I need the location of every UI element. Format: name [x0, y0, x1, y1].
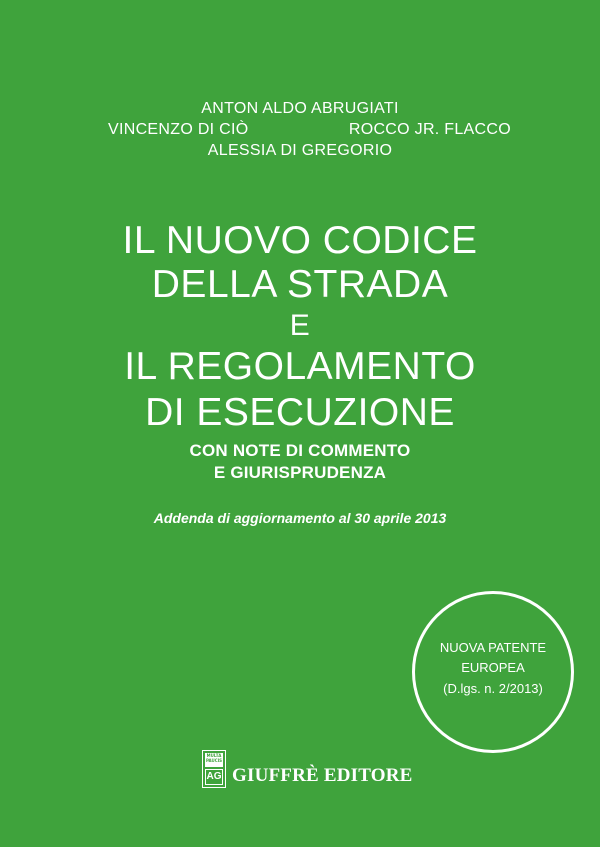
logo-motto: MULTA PAUCIS — [205, 753, 223, 767]
badge-line: (D.lgs. n. 2/2013) — [443, 681, 543, 696]
addenda-note: Addenda di aggiornamento al 30 aprile 2013 — [153, 510, 447, 526]
title-line: IL REGOLAMENTO — [124, 345, 476, 388]
circle-badge — [412, 591, 574, 753]
title-line: DELLA STRADA — [151, 263, 449, 306]
author-name: VINCENZO DI CIÒ — [108, 121, 249, 138]
logo-initials: AG — [205, 769, 223, 785]
title-line: IL NUOVO CODICE — [122, 219, 478, 262]
title-line: DI ESECUZIONE — [145, 391, 455, 434]
badge-line: NUOVA PATENTE — [439, 640, 547, 655]
title-conjunction: E — [289, 309, 311, 342]
author-name: ALESSIA DI GREGORIO — [207, 142, 393, 159]
subtitle-line: CON NOTE DI COMMENTO — [189, 441, 411, 460]
author-name: ANTON ALDO ABRUGIATI — [201, 100, 399, 117]
publisher-name: GIUFFRÈ EDITORE — [232, 765, 413, 786]
badge-line: EUROPEA — [461, 660, 525, 675]
publisher-logo-icon — [202, 750, 226, 788]
author-name: ROCCO JR. FLACCO — [348, 121, 511, 138]
authors-block — [0, 0, 600, 180]
subtitle-line: E GIURISPRUDENZA — [213, 463, 387, 482]
publisher-block — [202, 750, 412, 800]
